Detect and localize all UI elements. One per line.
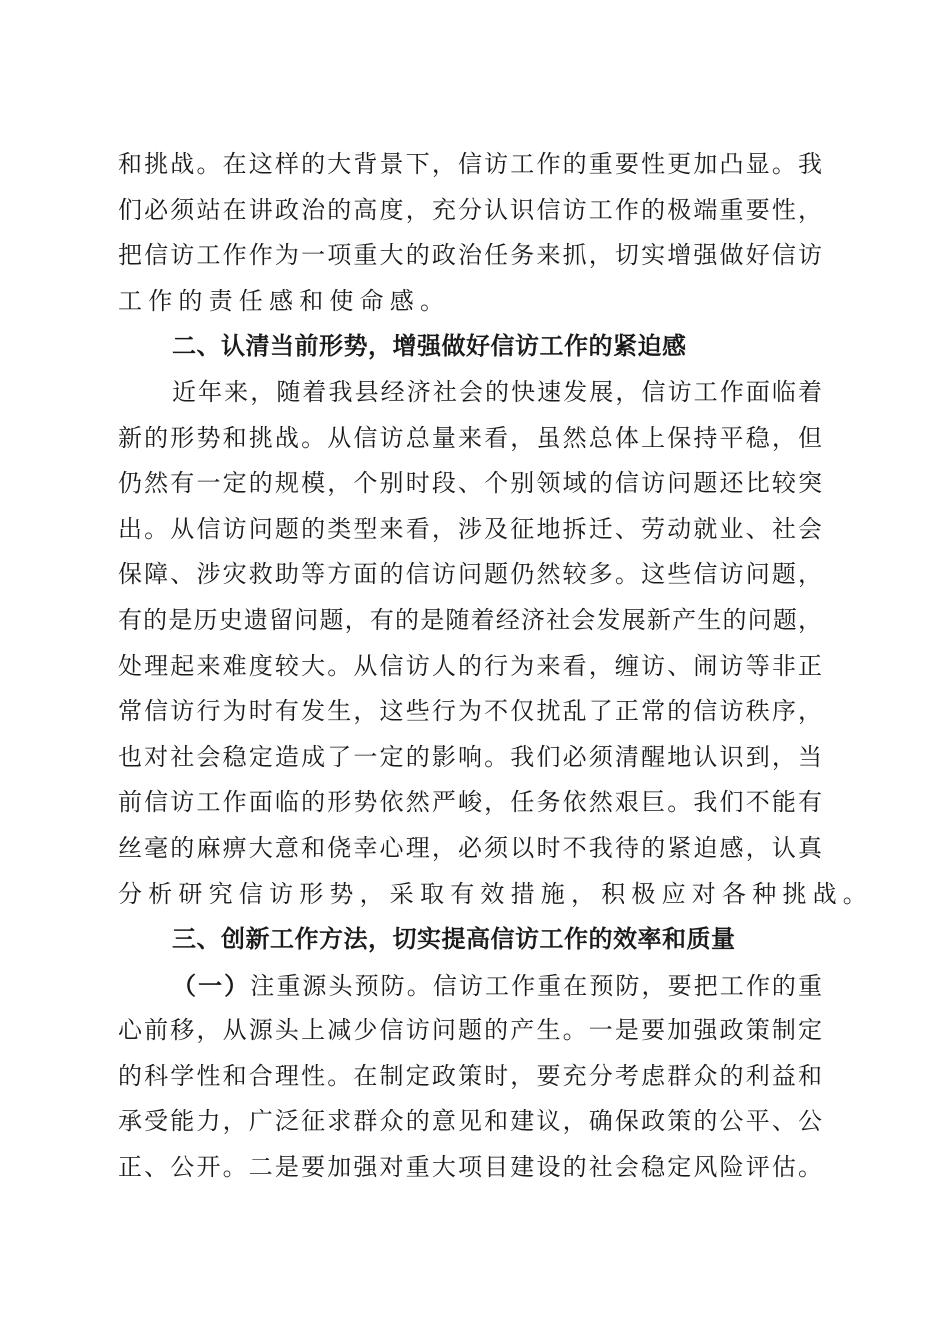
paragraph-conclusion-part1	[118, 142, 822, 324]
text-line: 处理起来难度较大。从信访人的行为来看，缠访、闹访等非正	[118, 651, 822, 680]
text-line: 近年来，随着我县经济社会的快速发展，信访工作面临着	[172, 377, 822, 406]
text-line: 的科学性和合理性。在制定政策时，要充分考虑群众的利益和	[118, 1061, 822, 1090]
text-line: 出。从信访问题的类型来看，涉及征地拆迁、劳动就业、社会	[118, 514, 822, 543]
text-line: 工作的责任感和使命感。	[118, 286, 451, 315]
text-line: 仍然有一定的规模，个别时段、个别领域的信访问题还比较突	[118, 469, 822, 498]
text-line: 常信访行为时有发生，这些行为不仅扰乱了正常的信访秩序，	[118, 697, 822, 726]
section-heading-3: 三、创新工作方法，切实提高信访工作的效率和质量	[172, 925, 736, 954]
text-line: 心前移，从源头上减少信访问题的产生。一是要加强政策制定	[118, 1016, 822, 1045]
section-heading-2: 二、认清当前形势，增强做好信访工作的紧迫感	[172, 332, 687, 361]
subsection-number: （一）	[172, 970, 251, 1000]
subsection-text: 注重源头预防。信访工作重在预防，要把工作的重	[250, 971, 822, 1000]
text-line: 正、公开。二是要加强对重大项目建设的社会稳定风险评估。	[118, 1153, 822, 1182]
document-page	[118, 142, 873, 1191]
text-line: 也对社会稳定造成了一定的影响。我们必须清醒地认识到，当	[118, 742, 822, 771]
text-line	[118, 963, 822, 1009]
paragraph-situation	[118, 370, 873, 917]
paragraph-source-prevention	[118, 963, 822, 1191]
text-line: 和挑战。在这样的大背景下，信访工作的重要性更加凸显。我	[118, 150, 822, 178]
text-line: 把信访工作作为一项重大的政治任务来抓，切实增强做好信访	[118, 241, 822, 270]
text-line: 们必须站在讲政治的高度，充分认识信访工作的极端重要性，	[118, 195, 822, 224]
text-line: 新的形势和挑战。从信访总量来看，虽然总体上保持平稳，但	[118, 423, 822, 452]
text-line: 前信访工作面临的形势依然严峻，任务依然艰巨。我们不能有	[118, 788, 822, 817]
text-line: 保障、涉灾救助等方面的信访问题仍然较多。这些信访问题，	[118, 560, 822, 589]
text-line: 丝毫的麻痹大意和侥幸心理，必须以时不我待的紧迫感，认真	[118, 833, 822, 862]
text-line: 承受能力，广泛征求群众的意见和建议，确保政策的公平、公	[118, 1107, 822, 1136]
text-line: 有的是历史遗留问题，有的是随着经济社会发展新产生的问题，	[118, 605, 822, 634]
text-line: 分析研究信访形势，采取有效措施，积极应对各种挑战。	[118, 879, 873, 908]
